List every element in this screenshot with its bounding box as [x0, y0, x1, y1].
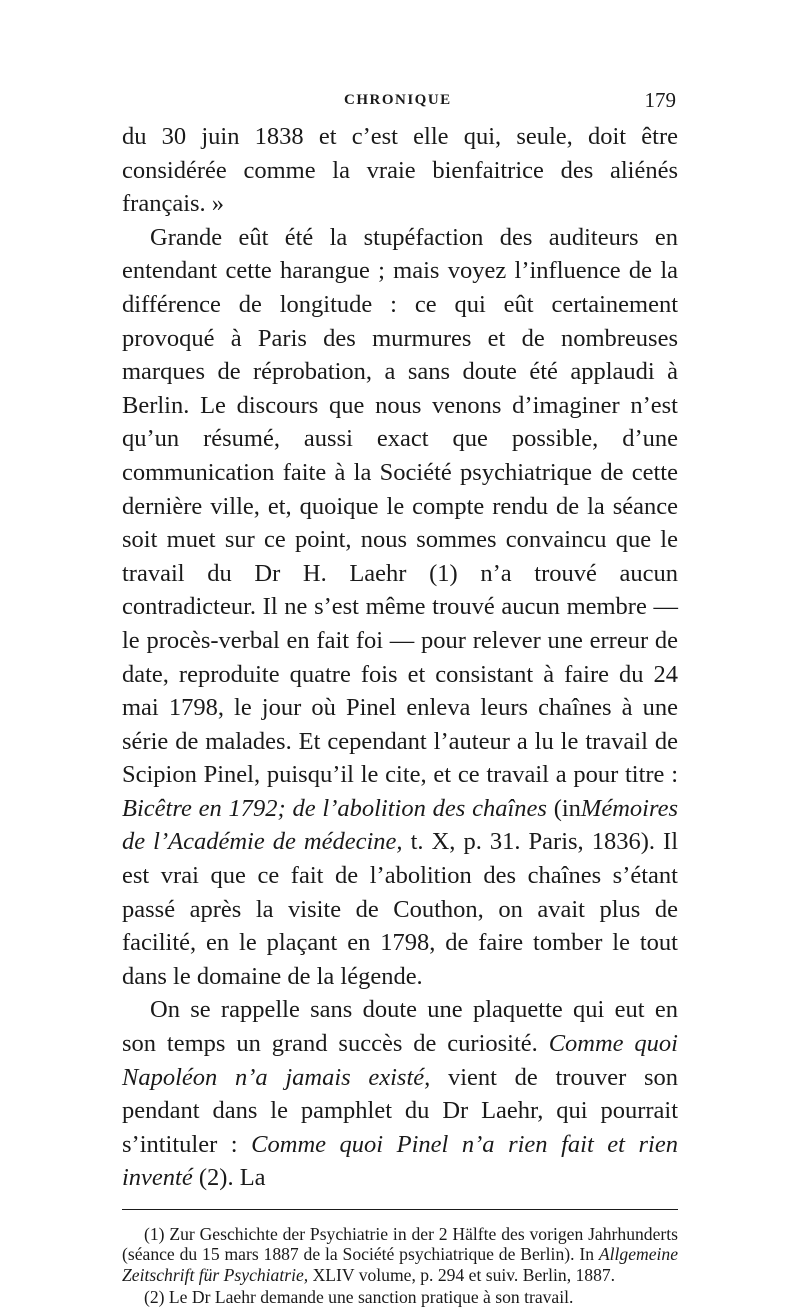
footnote	[122, 1287, 678, 1307]
footnote	[122, 1224, 678, 1285]
cited-journal: Mémoires de l’Académie de médecine,	[122, 794, 678, 856]
running-title: CHRONIQUE	[344, 92, 452, 108]
footnote-text: (2) Le Dr Laehr demande une sanction pratique à son travail.	[144, 1286, 574, 1307]
cited-title: Bicêtre en 1792; de l’abolition des chaînes	[122, 794, 547, 822]
paragraph	[122, 993, 678, 1195]
book-page	[122, 88, 678, 1307]
paragraph-text: Grande eût été la stupéfaction des auditeurs en entendant cette harangue ; mais voyez l’influence de la différence de longitude : ce qui eût certainement provoqué à Paris des murmures et de nombreuses marques de réprobation, a sans doute été applaudi à Berlin. Le discours que nous venons d’imaginer n’est qu’un résumé, aussi exact que possible, d’une communication faite à la Société psychiatrique de cette dernière ville, et, quoique le compte rendu de la séance soit muet sur ce point, nous sommes convaincu que le travail du Dr H. Laehr (1) n’a trouvé aucun contradicteur. Il ne s’est même trouvé aucun membre — le procès-verbal en fait foi — pour relever une erreur de date, reproduite quatre fois et consistant à faire du 24 mai 1798, le jour où Pinel enleva leurs chaînes à une série de malades. Et cependant l’auteur a lu le travail de Scipion Pinel, puisqu’il le cite, et ce travail a pour titre :	[122, 223, 678, 789]
paragraph-text: t. X, p. 31. Paris, 1836). Il est vrai que ce fait de l’abolition des chaînes s’étant passé après la visite de Couthon, on avait plus de facilité, en le plaçant en 1798, de faire tomber le tout dans le domaine de la légende.	[122, 828, 678, 990]
paragraph-text: (2). La	[198, 1164, 266, 1192]
paragraph	[122, 221, 678, 994]
page-number: 179	[644, 88, 676, 112]
body-text	[122, 120, 678, 1195]
cited-title: Comme quoi Napoléon n’a jamais existé,	[122, 1030, 678, 1091]
footnote-journal: Allgemeine Zeitschrift für Psychiatrie,	[122, 1244, 679, 1285]
paragraph-text: du 30 juin 1838 et c’est elle qui, seule, doit être considérée comme la vraie bienfaitrice des aliénés français. »	[122, 123, 678, 218]
cited-title: Comme quoi Pinel n’a rien fait et rien inventé	[122, 1130, 678, 1192]
paragraph-text: On se rappelle sans doute une plaquette qui eut en son temps un grand succès de curiosité.	[122, 996, 678, 1058]
paragraph-continued	[122, 120, 678, 221]
footnotes	[122, 1224, 678, 1307]
footnote-rule	[122, 1209, 678, 1210]
paragraph-text: vient de trouver son pendant dans le pamphlet du Dr Laehr, qui pourrait s’intituler :	[122, 1063, 678, 1158]
footnote-text: XLIV volume, p. 294 et suiv. Berlin, 1887.	[312, 1264, 616, 1285]
paragraph-text: (in	[553, 794, 581, 822]
footnote-text: (1) Zur Geschichte der Psychiatrie in der 2 Hälfte des vorigen Jahrhunderts (séance du 15 mars 1887 de la Société psychiatrique de Berlin). In	[122, 1224, 678, 1265]
running-head	[122, 88, 678, 120]
